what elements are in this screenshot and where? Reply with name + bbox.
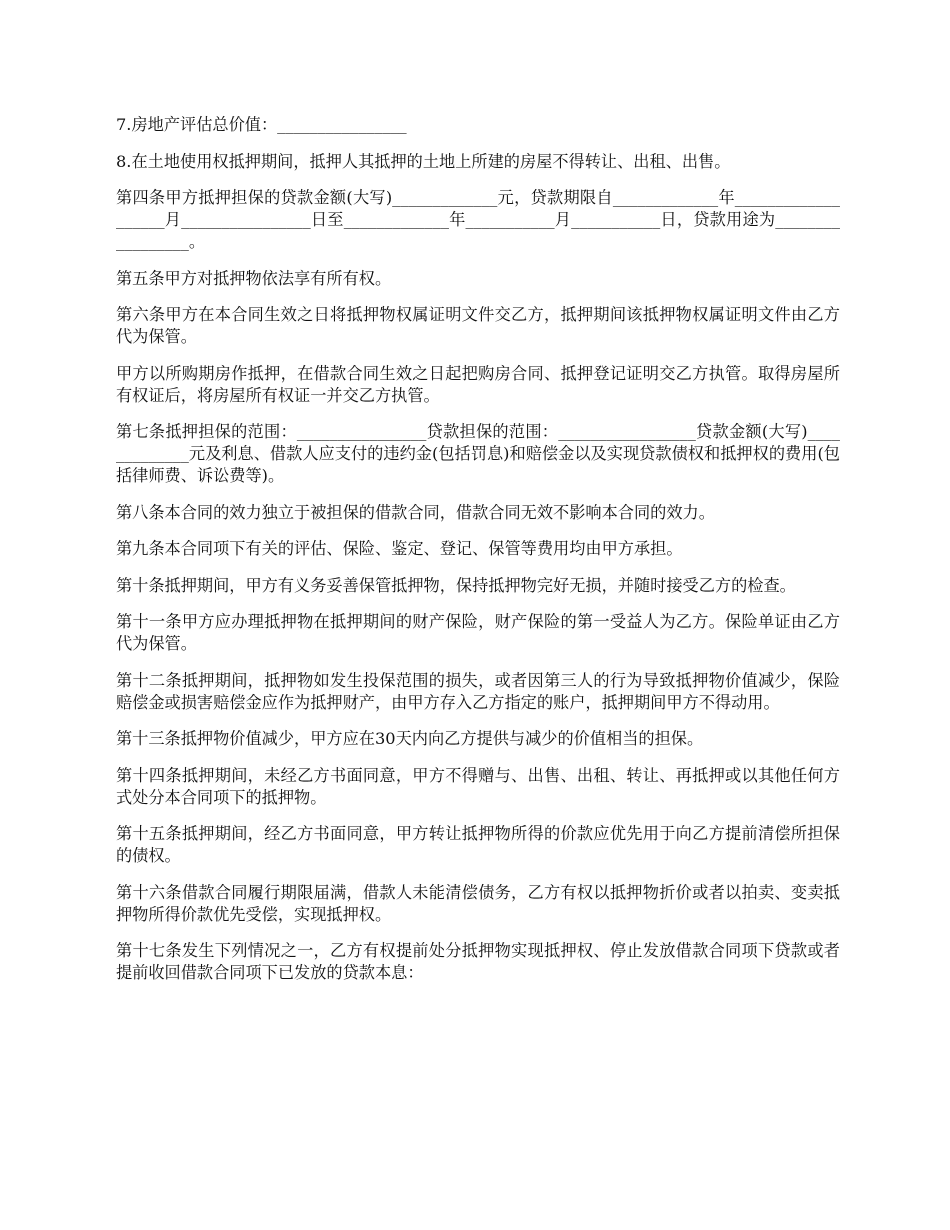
paragraph-article-15: 第十五条抵押期间，经乙方书面同意，甲方转让抵押物所得的价款应优先用于向乙方提前清偿所担保的债权。: [116, 824, 840, 865]
paragraph-article-6-supplement: 甲方以所购期房作抵押，在借款合同生效之日起把购房合同、抵押登记证明交乙方执管。取得房屋所有权证后，将房屋所有权证一并交乙方执管。: [116, 363, 840, 405]
paragraph-item-8: 8.在土地使用权抵押期间，抵押人其抵押的土地上所建的房屋不得转让、出租、出售。: [116, 151, 731, 171]
document-page: [116, 114, 840, 999]
paragraph-article-13: 第十三条抵押物价值减少，甲方应在30天内向乙方提供与减少的价值相当的担保。: [116, 729, 704, 748]
paragraph-article-10: 第十条抵押期间，甲方有义务妥善保管抵押物，保持抵押物完好无损，并随时接受乙方的检查。: [116, 575, 796, 595]
paragraph-article-5: 第五条甲方对抵押物依法享有所有权。: [116, 268, 392, 288]
paragraph-article-9: 第九条本合同项下有关的评估、保险、鉴定、登记、保管等费用均由甲方承担。: [116, 539, 683, 558]
paragraph-article-4: 第四条甲方抵押担保的贷款金额(大写)_____________元，贷款期限自_____________年___________________月________________日至_____________年___________月___________日，贷款用途为_________________。: [116, 188, 840, 251]
paragraph-article-7: 第七条抵押担保的范围：________________贷款担保的范围：_________________贷款金额(大写)_____________元及利息、借款人应支付的违约金(包括罚息)和赔偿金以及实现贷款债权和抵押权的费用(包括律师费、诉讼费等)。: [116, 422, 840, 485]
paragraph-article-16: 第十六条借款合同履行期限届满，借款人未能清偿债务，乙方有权以抵押物折价或者以拍卖、变卖抵押物所得价款优先受偿，实现抵押权。: [116, 882, 840, 924]
paragraph-article-6: 第六条甲方在本合同生效之日将抵押物权属证明文件交乙方，抵押期间该抵押物权属证明文件由乙方代为保管。: [116, 305, 840, 346]
paragraph-article-12: 第十二条抵押期间，抵押物如发生投保范围的损失，或者因第三人的行为导致抵押物价值减少，保险赔偿金或损害赔偿金应作为抵押财产，由甲方存入乙方指定的账户，抵押期间甲方不得动用。: [116, 670, 840, 712]
paragraph-article-17: 第十七条发生下列情况之一，乙方有权提前处分抵押物实现抵押权、停止发放借款合同项下贷款或者提前收回借款合同项下已发放的贷款本息：: [116, 941, 840, 982]
paragraph-item-7: 7.房地产评估总价值：________________: [116, 115, 407, 134]
paragraph-article-14: 第十四条抵押期间，未经乙方书面同意，甲方不得赠与、出售、出租、转让、再抵押或以其他任何方式处分本合同项下的抵押物。: [116, 765, 840, 807]
paragraph-article-11: 第十一条甲方应办理抵押物在抵押期间的财产保险，财产保险的第一受益人为乙方。保险单证由乙方代为保管。: [116, 612, 840, 653]
paragraph-article-8: 第八条本合同的效力独立于被担保的借款合同，借款合同无效不影响本合同的效力。: [116, 502, 715, 522]
